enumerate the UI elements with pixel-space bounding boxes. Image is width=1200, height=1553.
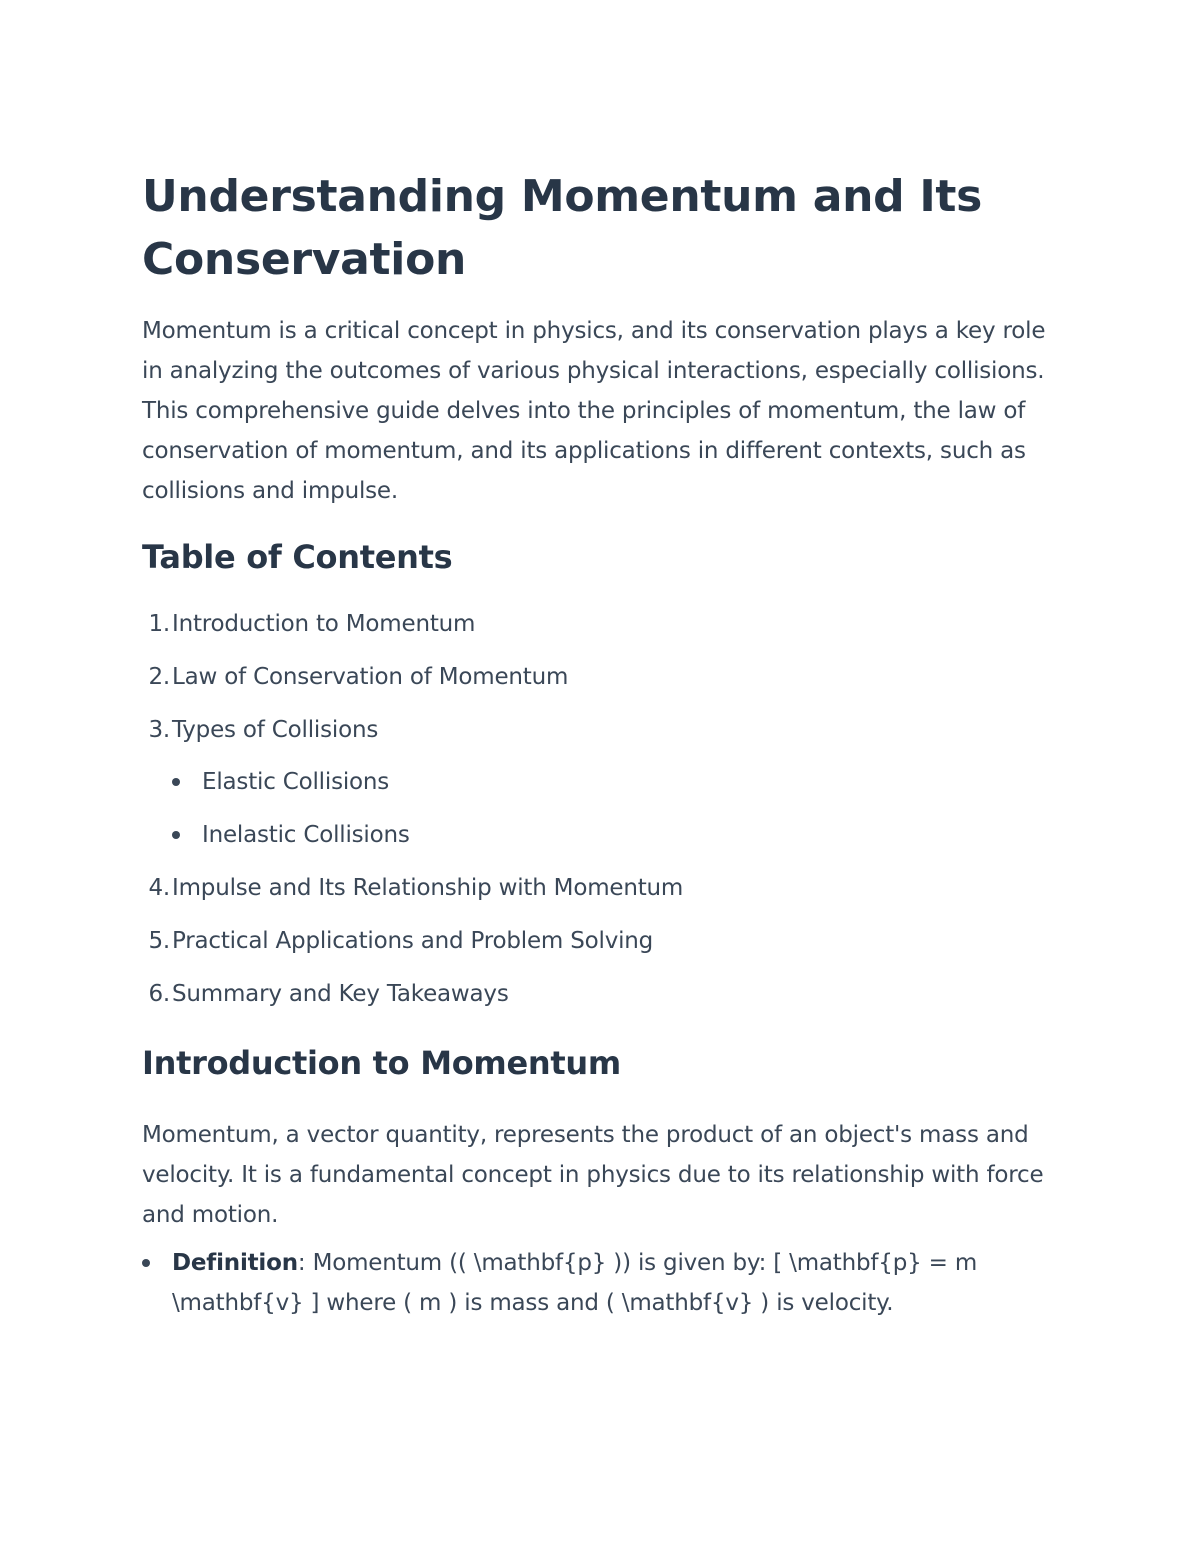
definition-text: : Momentum (( \mathbf{p} )) is given by: [ \mathbf{p} = m \mathbf{v} ] where ( m ) is mass and ( \mathbf{v} ) is velocity. xyxy=(172,1250,978,1316)
definition-list-item xyxy=(142,1243,1042,1323)
bullet-dot xyxy=(172,831,180,839)
toc-label: Types of Collisions xyxy=(172,717,379,743)
toc-item-summary[interactable] xyxy=(142,979,509,1009)
toc-item-introduction[interactable] xyxy=(142,609,475,639)
toc-item-applications[interactable] xyxy=(142,926,653,956)
toc-sub-label: Elastic Collisions xyxy=(202,769,390,795)
toc-label: Summary and Key Takeaways xyxy=(172,981,509,1007)
toc-item-collision-types[interactable] xyxy=(142,715,378,745)
section-heading-introduction: Introduction to Momentum xyxy=(142,1044,621,1082)
toc-label: Introduction to Momentum xyxy=(172,611,476,637)
toc-number: 5. xyxy=(148,928,170,954)
intro-paragraph: Momentum is a critical concept in physics, and its conservation plays a key role in analyzing the outcomes of various physical interactions, especially collisions. This comprehensive guide delves into the principles of momentum, the law of conservation of momentum, and its applications in different contexts, such as collisions and impulse. xyxy=(142,318,1046,504)
definition-label: Definition xyxy=(172,1250,298,1276)
section-paragraph: Momentum, a vector quantity, represents the product of an object's mass and velocity. It is a fundamental concept in physics due to its relationship with force and motion. xyxy=(142,1122,1044,1228)
toc-sub-label: Inelastic Collisions xyxy=(202,822,410,848)
toc-number: 2. xyxy=(148,664,170,690)
toc-item-impulse[interactable] xyxy=(142,873,683,903)
toc-number: 1. xyxy=(148,611,170,637)
bullet-dot xyxy=(172,778,180,786)
toc-heading: Table of Contents xyxy=(142,538,453,576)
document-title: Understanding Momentum and Its Conservation xyxy=(142,171,983,285)
toc-number: 6. xyxy=(148,981,170,1007)
toc-label: Law of Conservation of Momentum xyxy=(172,664,569,690)
toc-number: 4. xyxy=(148,875,170,901)
toc-label: Impulse and Its Relationship with Momentum xyxy=(172,875,684,901)
toc-label: Practical Applications and Problem Solving xyxy=(172,928,654,954)
toc-item-conservation-law[interactable] xyxy=(142,662,568,692)
bullet-dot xyxy=(142,1259,150,1267)
toc-number: 3. xyxy=(148,717,170,743)
